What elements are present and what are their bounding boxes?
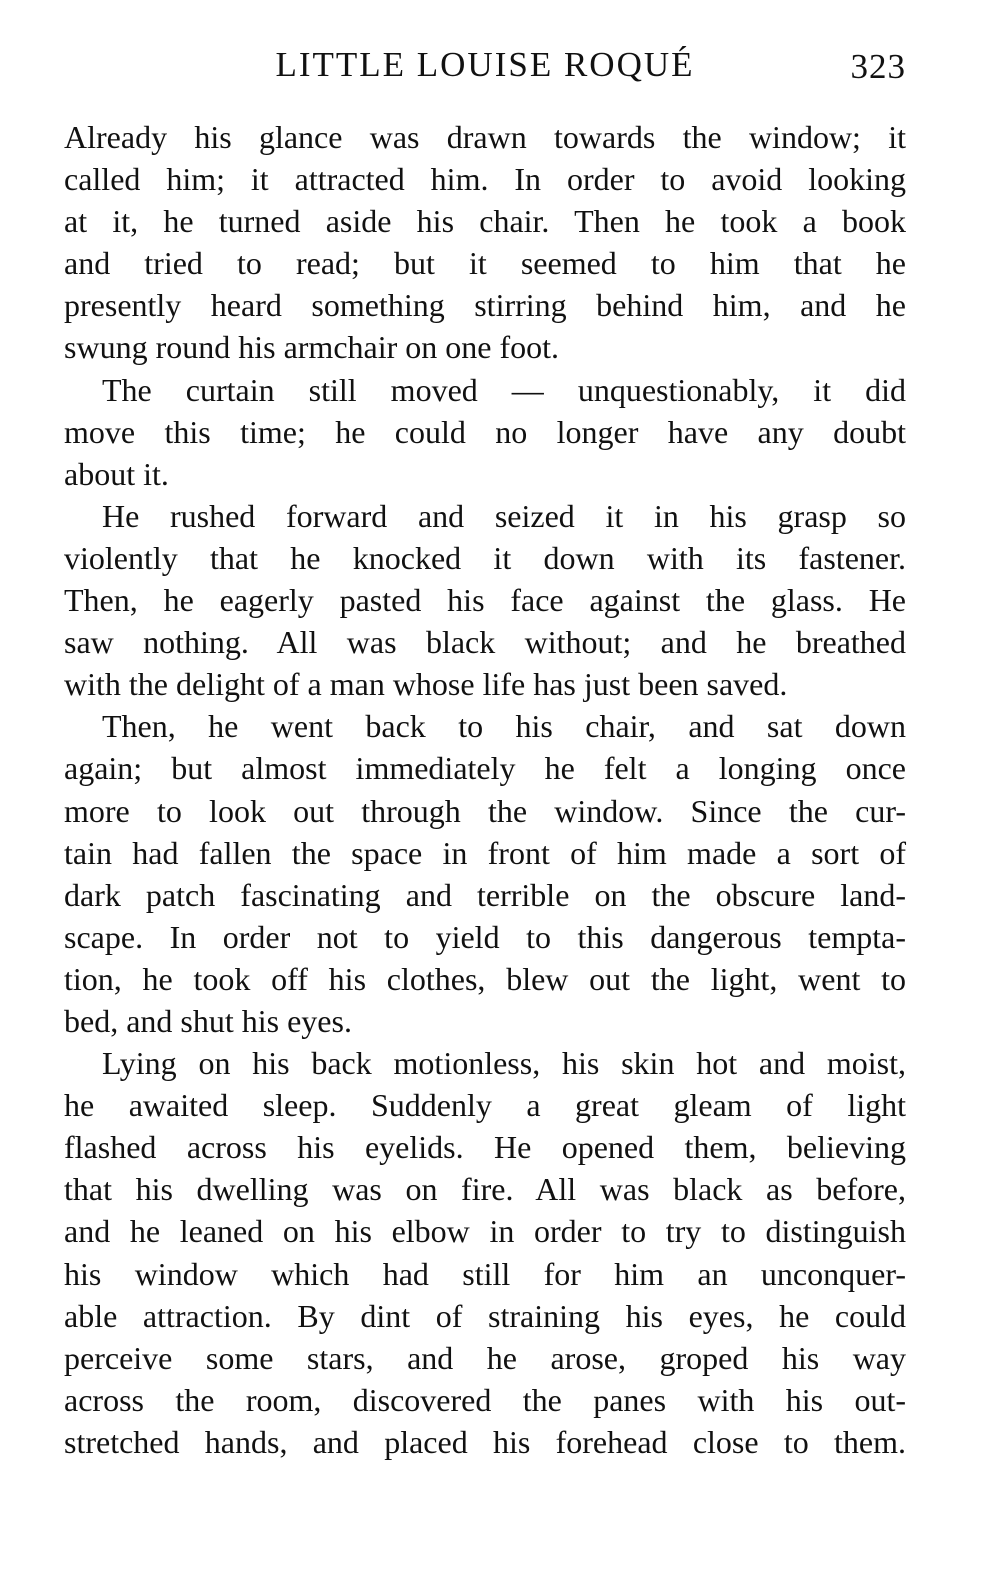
text-line: more to look out through the window. Since the cur- bbox=[64, 792, 906, 829]
text-line: Already his glance was drawn towards the window; it bbox=[64, 119, 906, 155]
text-line: Lying on his back motionless, his skin hot and moist, bbox=[102, 1045, 906, 1082]
text-line: called him; it attracted him. In order to avoid looking bbox=[64, 161, 906, 198]
text-line: his window which had still for him an unconquer- bbox=[64, 1255, 906, 1292]
text-line: flashed across his eyelids. He opened them, believing bbox=[64, 1129, 906, 1166]
body-text bbox=[64, 116, 906, 1463]
paragraph-3 bbox=[64, 495, 906, 705]
text-line: move this time; he could no longer have any doubt bbox=[64, 413, 906, 450]
text-line: perceive some stars, and he arose, groped his way bbox=[64, 1339, 906, 1376]
running-head bbox=[64, 40, 906, 90]
text-line: violently that he knocked it down with its fastener. bbox=[64, 539, 906, 576]
text-line: tain had fallen the space in front of him made a sort of bbox=[64, 834, 906, 871]
text-line: at it, he turned aside his chair. Then he took a book bbox=[64, 203, 906, 240]
text-line: with the delight of a man whose life has just been saved. bbox=[64, 666, 788, 703]
text-line: Then, he eagerly pasted his face against the glass. He bbox=[64, 582, 906, 619]
text-line: tion, he took off his clothes, blew out the light, went to bbox=[64, 960, 906, 997]
text-line: He rushed forward and seized it in his grasp so bbox=[102, 497, 906, 534]
text-line: bed, and shut his eyes. bbox=[64, 1002, 352, 1039]
text-line: about it. bbox=[64, 455, 169, 492]
text-line: saw nothing. All was black without; and he breathed bbox=[64, 624, 906, 661]
text-line: able attraction. By dint of straining his eyes, he could bbox=[64, 1297, 906, 1334]
text-line: presently heard something stirring behind him, and he bbox=[64, 287, 906, 324]
paragraph-2 bbox=[64, 369, 906, 495]
text-line: scape. In order not to yield to this dangerous tempta- bbox=[64, 918, 906, 955]
text-line: and he leaned on his elbow in order to try to distinguish bbox=[64, 1213, 906, 1250]
text-line: and tried to read; but it seemed to him that he bbox=[64, 245, 906, 282]
text-line: The curtain still moved — unquestionably, it did bbox=[102, 371, 906, 408]
paragraph-1 bbox=[64, 116, 906, 369]
paragraph-4 bbox=[64, 705, 906, 1042]
text-line: dark patch fascinating and terrible on the obscure land- bbox=[64, 876, 906, 913]
running-title: LITTLE LOUISE ROQUÉ bbox=[275, 45, 695, 84]
paragraph-5 bbox=[64, 1042, 906, 1463]
text-line: again; but almost immediately he felt a longing once bbox=[64, 750, 906, 787]
text-line: Then, he went back to his chair, and sat down bbox=[102, 708, 906, 745]
text-line: stretched hands, and placed his forehead close to them. bbox=[64, 1423, 906, 1460]
text-line: swung round his armchair on one foot. bbox=[64, 329, 560, 366]
page-number: 323 bbox=[850, 47, 906, 86]
text-line: across the room, discovered the panes with his out- bbox=[64, 1381, 906, 1418]
text-line: he awaited sleep. Suddenly a great gleam of light bbox=[64, 1087, 906, 1124]
text-line: that his dwelling was on fire. All was black as before, bbox=[64, 1171, 906, 1208]
